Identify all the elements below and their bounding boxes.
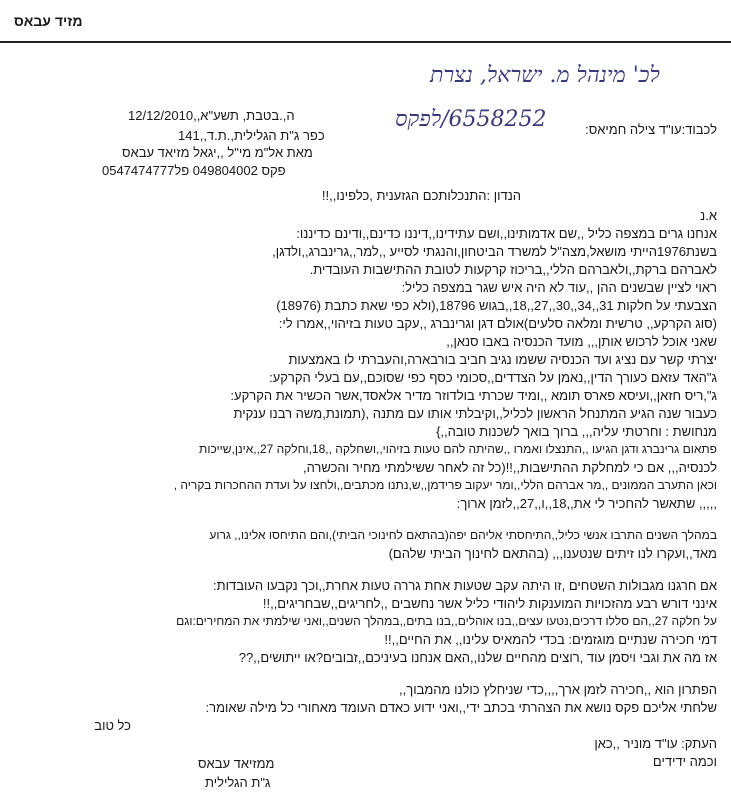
paragraph-line: שלחתי אליכם פקס נושא את הצהרתי בכתב ידי,,ואני ידוע כאדם העומד מאחורי כל מילה שאומר: <box>205 700 717 715</box>
paragraph-line: יצרתי קשר עם נציג ועד הכנסיה ששמו נגיב חביב בורבארה,והעברתי לו באמצעות <box>288 352 717 367</box>
paragraph-line: הפתרון הוא ,,חכירה לזמן ארך,,,,כדי שניחלץ כולנו מהמבוך,, <box>399 682 717 697</box>
paragraph-line: ג"האד עזאם כעורך הדין,,נאמן על הצדדים,,סכומי כסף כפי שסוכם,,עם בעלי הקרקע: <box>269 370 717 385</box>
paragraph-line: פתאום גרינברג ודגן הגיעו ,,התנצלו ואמרו ,,שהיתה להם טעות בזיהוי,,ושחלקה ,,18,וחלקה 27,,אינן,שייכות <box>199 442 717 456</box>
salutation: א.נ <box>700 208 717 223</box>
closing-line: כל טוב <box>94 718 131 733</box>
header-sender-name: מזיד עבאס <box>14 13 83 29</box>
sender-from: מאת אל"מ מי"ל ,,יגאל מזיאד עבאס <box>122 145 313 160</box>
signature-name: ממזיאד עבאס <box>198 756 275 771</box>
paragraph-line: הצבעתי על חלקות 31,,34,,30,,27,,18,,בגוש 18796,(ולא כפי שאת כתבת (18976) <box>276 298 717 313</box>
sender-address: כפר ג"ת הגלילית,.ת.ד,,141 <box>178 128 325 143</box>
paragraph-line: כעבור שנה הגיע המתנחל הראשון לכליל,,וקיבלתי אותו עם מתנה ,(תמונת,משה רבנו ענקית <box>233 406 717 421</box>
paragraph-line: וכאן התערב הממונים ,,מר אברהם הללי,,ומר יעקוב פרידמן,,ש,נתנו מכתבים,,ולחצו על ועדת ההחכרות בקריה , <box>173 478 717 492</box>
paragraph-line: אם חרגנו מגבולות השטחים ,זו היתה עקב שטעות אחת גררה טעות אחרת,,וכך נקבעו העובדות: <box>213 578 717 593</box>
to-line: לכבוד:עו"ד צילה חמיאס: <box>585 122 717 137</box>
paragraph-line: לאברהם ברקת,,ולאברהם הללי,,בריכוז קרקעות לטובת ההתישבות העובדית. <box>309 262 717 277</box>
paragraph-line: דמי חכירה שנתיים מוגזמים: בכדי להמאיס עלינו,, את החיים,,!! <box>384 632 717 647</box>
paragraph-line: (סוג הקרקע,, טרשית ומלאה סלעים)אולם דגן וגרינברג ,,עקב טעות בזיהוי,,אמרו לי: <box>278 316 717 331</box>
subject-line: הנדון :התנכלותכם הגזענית ,כלפינו,,!! <box>321 188 521 203</box>
paragraph-line: ראוי לציין שבשנים ההן ,,עוד לא היה איש שגר במצפה כליל: <box>401 280 717 295</box>
paragraph-line: ,,,,, שתאשר להחכיר לי את,,18,,ו,,27,,לזמן ארוך: <box>456 496 717 511</box>
copy-to-line: וכמה ידידים <box>652 754 717 769</box>
sender-date: ה,.בטבת, תשע"א,,12/12/2010 <box>128 108 295 123</box>
sender-fax-phone: פקס 049804002 פל0547474777 <box>102 163 286 178</box>
handwritten-recipient: לכ' מינהל מ. ישראל, נצרת <box>430 63 660 88</box>
paragraph-line: אז מה את וגבי ויסמן עוד ,רוצים מהחיים שלנו,,האם אנחנו בעיניכם,,זבובים?או ייתושים,,?? <box>238 650 717 665</box>
signature-place: ג"ת הגלילית <box>205 775 271 790</box>
paragraph-line: ג",ריס חזאן,,ועיסא פארס תומא ,,ומיד שכרתי בולדוזר מדיר אלאסד,אשר הכשיר את הקרקע: <box>230 388 717 403</box>
paragraph-line: שאני אוכל לרכוש אותן,,, מועד הכנסיה באבו סנאן,, <box>446 334 717 349</box>
paragraph-line: אינני דורש רבע מהזכויות המוענקות ליהודי כליל אשר נחשבים ,,לחריגים,,שבחריגים,,!! <box>262 596 717 611</box>
paragraph-line: בשנת1976הייתי מושאל,מצה"ל למשרד הביטחון,והנגתי לסייע ,,למר,,גרינברג,,ולדגן, <box>272 244 717 259</box>
page-header <box>0 0 731 43</box>
paragraph-line: על חלקה 27,,הם סללו דרכים,נטעו עצים,,בנו אוהלים,,בנו בתים,,במהלך השנים,,ואני שילמתי את המחירים:וגם <box>176 614 717 628</box>
paragraph-line: לכנסיה,,, אם כי למחלקת ההתישבות,,!!(כל זה לאחר ששילמתי מחיר והכשרה, <box>302 460 717 475</box>
paragraph-line: אנחנו גרים במצפה כליל ,,שם אדמותינו,,ושם עתידינו,,דיננו כדינם,,ודינם כדיננו: <box>296 226 717 241</box>
paragraph-line: במהלך השנים התרבו אנשי כליל,,התיחסתי אליהם יפה(בהתאם לחינוכי הביתי),והם התיחסו אלינו,, גרוע <box>209 528 717 542</box>
paragraph-line: מאד,,ועקרו לנו זיתים שנטענו,,, (בהתאם לחינוך הביתי שלהם) <box>388 546 717 561</box>
copy-to-line: העתק: עו"ד מוניר ,,כאן <box>594 736 717 751</box>
handwritten-fax-number: 6558252/לפקס <box>395 107 547 132</box>
paragraph-line: מנחושת : וחרטתי עליה,,, ברוך בואך לשכנות טובה,,} <box>436 424 717 439</box>
